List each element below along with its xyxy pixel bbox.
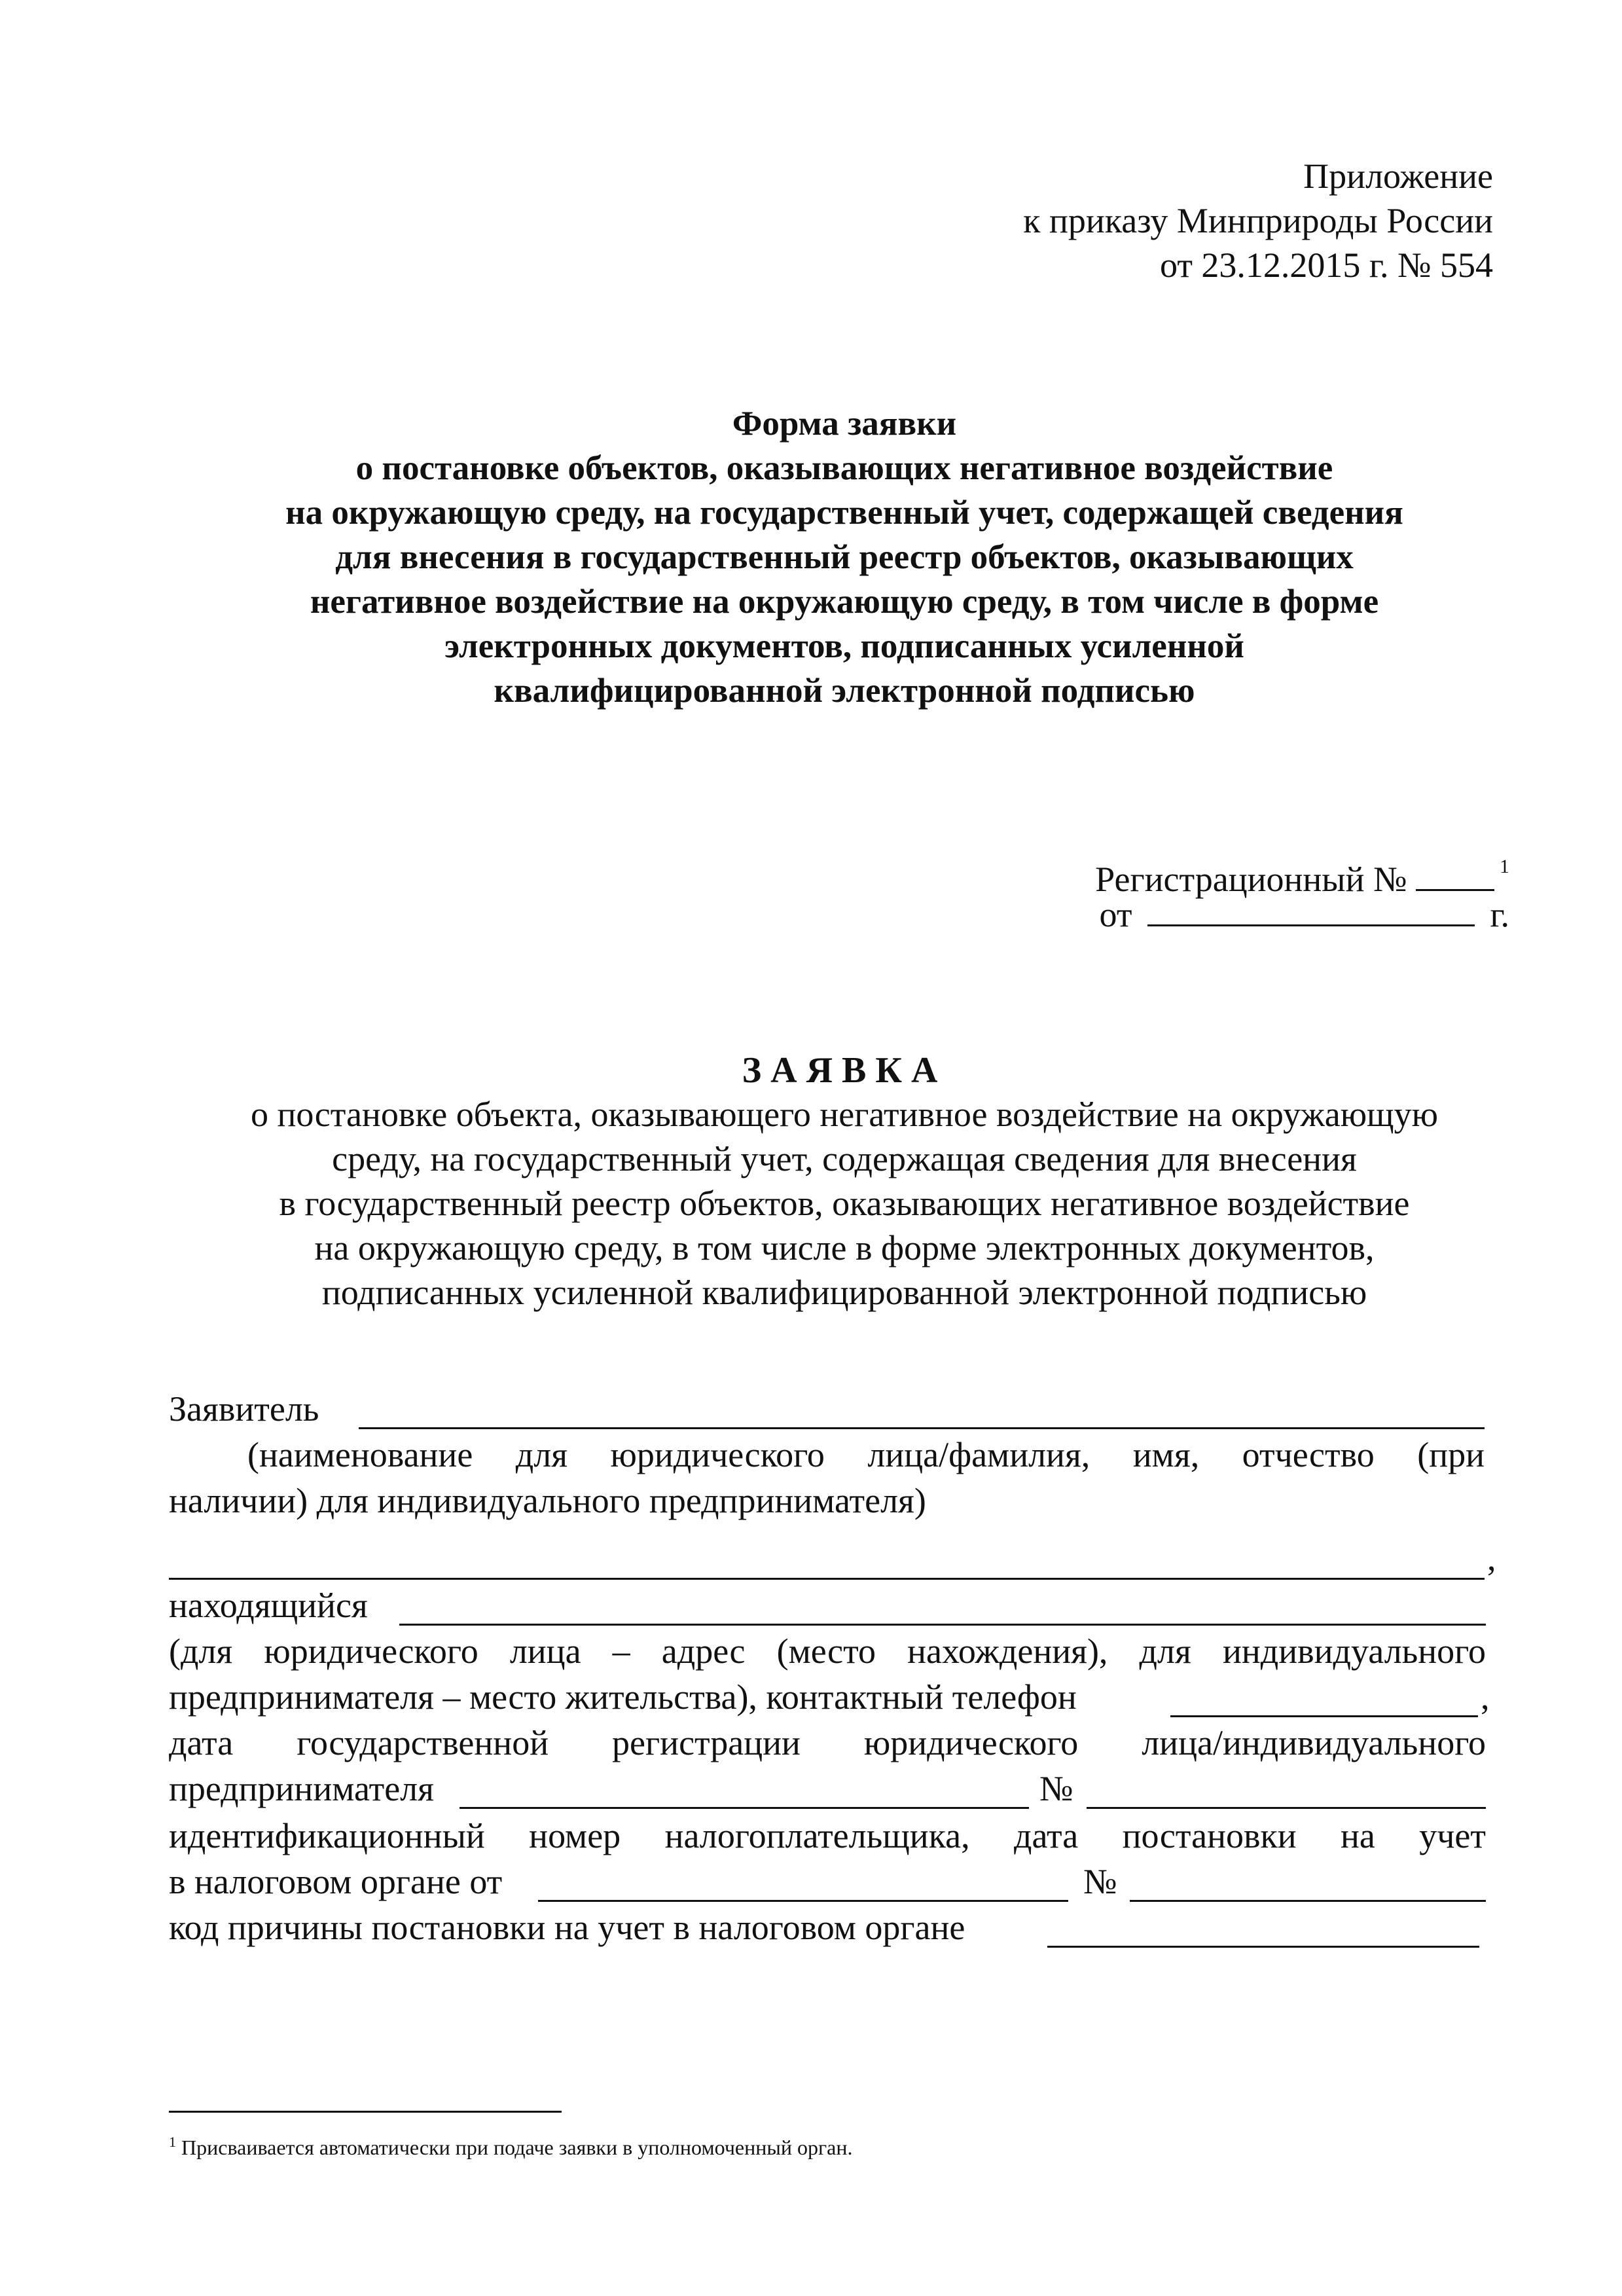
- kpp-label: код причины постановки на учет в налоговом органе: [169, 1908, 965, 1947]
- address-hint-line-2: предпринимателя – место жительства), контактный телефон: [169, 1677, 1077, 1717]
- footnote: [169, 2128, 852, 2162]
- form-title-line: электронных документов, подписанных усиленной: [444, 627, 1244, 665]
- footnote-ref: 1: [1500, 856, 1509, 877]
- registration-date-blank[interactable]: [1147, 890, 1475, 926]
- form-title-line: квалифицированной электронной подписью: [494, 672, 1195, 710]
- appendix-line-3: от 23.12.2015 г. № 554: [1160, 246, 1493, 285]
- application-subtitle-line: на окружающую среду, в том числе в форме электронных документов,: [314, 1228, 1375, 1267]
- appendix-line-2: к приказу Минприроды России: [1023, 201, 1493, 240]
- inn-line-1: идентификационный номер налогоплательщика, дата постановки на учет: [169, 1816, 1486, 1855]
- inn-date-field[interactable]: [538, 1900, 1068, 1902]
- registration-date-suffix: г.: [1490, 895, 1509, 934]
- appendix-header: [904, 154, 1493, 287]
- address-field[interactable]: [399, 1624, 1486, 1626]
- form-title-line: на окружающую среду, на государственный учет, содержащей сведения: [285, 494, 1403, 532]
- number-sign: №: [1083, 1862, 1117, 1901]
- form-title-line: о постановке объектов, оказывающих негативное воздействие: [355, 449, 1333, 487]
- application-subtitle-line: о постановке объекта, оказывающего негативное воздействие на окружающую: [251, 1095, 1438, 1134]
- form-title-line: Форма заявки: [732, 405, 957, 443]
- form-title-line: для внесения в государственный реестр объектов, оказывающих: [335, 538, 1354, 576]
- registration-date: [1100, 890, 1509, 937]
- reg-date-line-2: предпринимателя: [169, 1769, 434, 1808]
- registration-date-prefix: от: [1099, 895, 1132, 934]
- form-title-line: негативное воздействие на окружающую среду, в том числе в форме: [310, 583, 1379, 621]
- application-subtitle-line: подписанных усиленной квалифицированной электронной подписью: [321, 1273, 1367, 1312]
- appendix-line-1: Приложение: [1303, 156, 1493, 196]
- number-sign: №: [1039, 1769, 1073, 1808]
- footnote-text: Присваивается автоматически при подаче заявки в уполномоченный орган.: [181, 2136, 853, 2159]
- application-subtitle-line: в государственный реестр объектов, оказывающих негативное воздействие: [279, 1184, 1410, 1223]
- registration-number-label: Регистрационный №: [1095, 860, 1407, 899]
- comma: ,: [1481, 1677, 1490, 1717]
- application-subtitle: [131, 1092, 1558, 1315]
- phone-field[interactable]: [1170, 1715, 1478, 1717]
- reg-date-field[interactable]: [460, 1807, 1029, 1809]
- located-label: находящийся: [169, 1586, 368, 1625]
- footnote-mark: 1: [169, 2134, 176, 2150]
- inn-line-2: в налоговом органе от: [169, 1862, 503, 1901]
- application-subtitle-line: среду, на государственный учет, содержащая сведения для внесения: [332, 1139, 1357, 1178]
- comma: ,: [1487, 1539, 1496, 1578]
- applicant-field[interactable]: [359, 1427, 1485, 1429]
- footnote-rule: [169, 2111, 562, 2113]
- applicant-hint-line-1: (наименование для юридического лица/фамилия, имя, отчество (при: [247, 1435, 1485, 1474]
- application-heading: ЗАЯВКА: [742, 1050, 947, 1091]
- address-hint-line-1: (для юридического лица – адрес (место нахождения), для индивидуального: [169, 1631, 1486, 1671]
- applicant-hint-line-2: наличии) для индивидуального предпринимателя): [169, 1481, 926, 1520]
- form-title: [131, 401, 1558, 713]
- applicant-label: Заявитель: [169, 1389, 319, 1429]
- reg-date-line-1: дата государственной регистрации юридического лица/индивидуального: [169, 1723, 1486, 1762]
- inn-number-field[interactable]: [1130, 1900, 1486, 1902]
- applicant-extra-field[interactable]: [169, 1578, 1485, 1580]
- registration-number-blank[interactable]: [1416, 855, 1494, 891]
- reg-number-field[interactable]: [1087, 1807, 1486, 1809]
- kpp-field[interactable]: [1047, 1946, 1479, 1948]
